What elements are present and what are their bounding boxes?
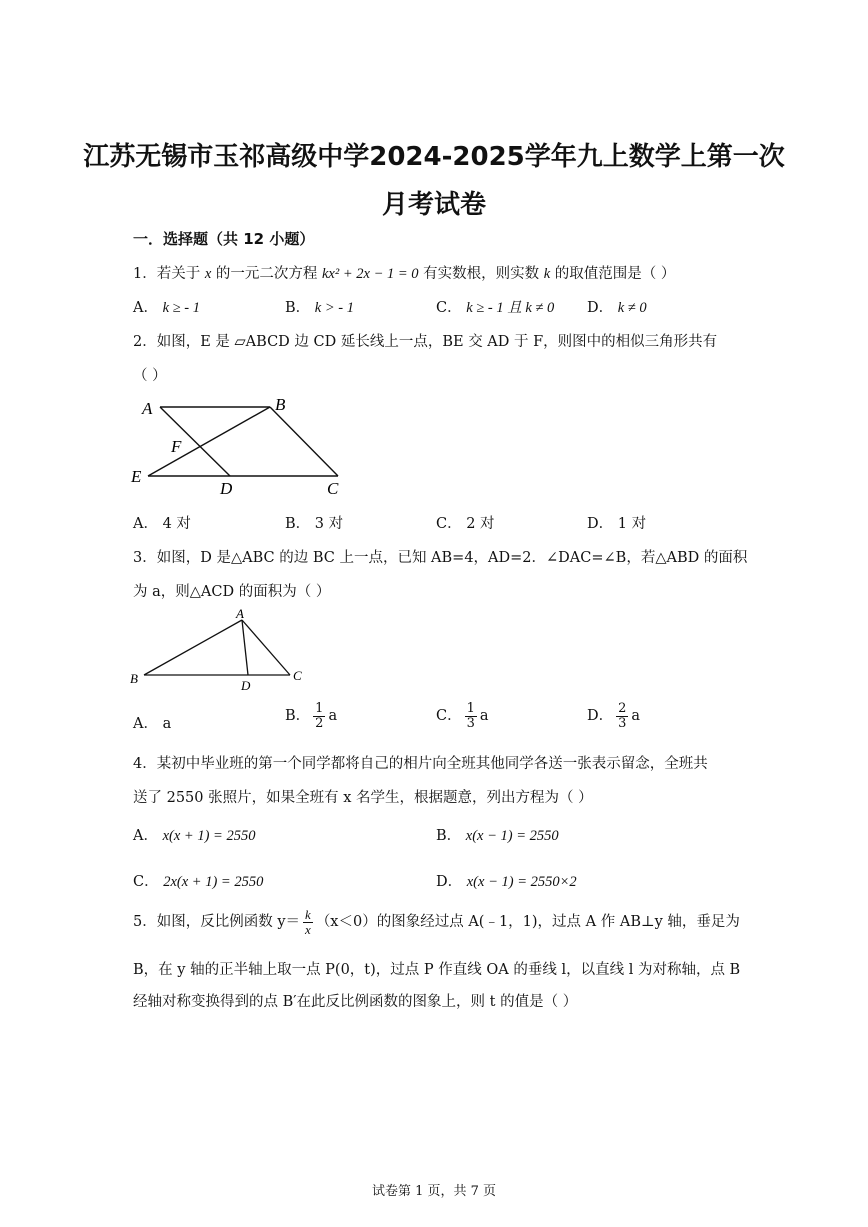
page-footer: 试卷第 1 页，共 7 页 <box>371 1184 497 1199</box>
q2-paren: （ ） <box>133 368 167 384</box>
q1-option-c-label: C． <box>436 300 462 316</box>
q1-option-b-text: k > - 1 <box>314 300 354 316</box>
q3-option-c <box>436 702 489 730</box>
q3-option-b-tail: a <box>328 708 338 725</box>
page-title-line2: 月考试卷 <box>381 190 486 220</box>
question-5-line1 <box>133 908 740 936</box>
q1-option-a-text: k ≥ - 1 <box>162 300 200 316</box>
label-d: D <box>241 678 251 693</box>
label-a: A <box>142 399 153 418</box>
q2-option-d <box>587 512 646 533</box>
fraction-2-3: $\frac{2}{3}$ <box>618 701 627 731</box>
q2-option-d-text: 1 对 <box>617 516 647 532</box>
q4-option-b-label: B． <box>436 828 462 844</box>
q3-option-b <box>285 702 337 730</box>
section-heading: 一．选择题（共 12 小题） <box>133 230 315 248</box>
q1-tail2: 的取值范围是（ ） <box>554 266 676 282</box>
q4-option-c-text: 2x(x + 1) = 2550 <box>163 874 264 890</box>
q1-equation: kx² + 2x − 1 = 0 <box>322 266 419 282</box>
label-f: F <box>171 437 182 456</box>
q1-option-b-label: B． <box>285 300 311 316</box>
label-d: D <box>220 479 233 498</box>
q5-line1-tail: （x＜0）的图象经过点 A(﹣1，1)，过点 A 作 AB⊥y 轴，垂足为 <box>315 914 740 931</box>
q2-option-a-text: 4 对 <box>162 516 191 532</box>
triangle-figure <box>126 605 316 695</box>
question-3-line1: 3．如图，D 是△ABC 的边 BC 上一点，已知 AB=4，AD=2．∠DAC=∠B，若△ABD 的面积 <box>133 550 748 566</box>
q4-option-b-text: x(x − 1) = 2550 <box>465 828 559 844</box>
q3-option-c-label: C． <box>436 708 462 725</box>
label-b: B <box>275 395 286 414</box>
q1-option-d <box>587 296 647 317</box>
question-4-line1: 4．某初中毕业班的第一个同学都将自己的相片向全班其他同学各送一张表示留念，全班共 <box>133 756 708 772</box>
q4-option-c-label: C． <box>133 874 159 890</box>
parallelogram-figure <box>126 392 356 502</box>
question-3-line2: 为 a，则△ACD 的面积为（ ） <box>133 584 331 600</box>
q4-option-a-label: A． <box>133 828 158 844</box>
q4-option-d <box>436 870 577 891</box>
q4-option-a-text: x(x + 1) = 2550 <box>162 828 256 844</box>
q3-option-d <box>587 702 640 730</box>
label-a: A <box>236 606 244 621</box>
question-1 <box>133 262 675 283</box>
q2-option-a-label: A． <box>133 516 158 532</box>
q1-option-c-text: k ≥ - 1 且 k ≠ 0 <box>466 300 555 316</box>
q1-option-d-label: D． <box>587 300 614 316</box>
q1-var-x: x <box>204 266 212 282</box>
q1-option-a <box>133 296 200 317</box>
q4-option-b <box>436 824 559 845</box>
question-5-line2: B，在 y 轴的正半轴上取一点 P(0，t)，过点 P 作直线 OA 的垂线 l，以直线 l 为对称轴，点 B <box>133 962 741 978</box>
q2-option-c-text: 2 对 <box>466 516 495 532</box>
q2-option-a <box>133 512 191 533</box>
q3-option-c-tail: a <box>479 708 489 725</box>
q1-option-a-label: A． <box>133 300 158 316</box>
q1-tail: 有实数根，则实数 <box>423 266 540 282</box>
q4-option-d-text: x(x − 1) = 2550×2 <box>466 874 577 890</box>
q1-option-c <box>436 296 554 317</box>
q4-option-d-label: D． <box>436 874 463 890</box>
q3-option-a <box>133 712 171 733</box>
q4-option-c <box>133 870 263 891</box>
question-2: 2．如图，E 是 ▱ABCD 边 CD 延长线上一点，BE 交 AD 于 F，则图中的相似三角形共有 <box>133 334 718 350</box>
q1-option-b <box>285 296 354 317</box>
fraction-k-over-x: $\frac{k}{x}$ <box>305 907 311 937</box>
page-title-line1: 江苏无锡市玉祁高级中学2024-2025学年九上数学上第一次 <box>83 142 785 172</box>
q2-option-c <box>436 512 495 533</box>
q1-lead: 1．若关于 <box>133 266 201 282</box>
label-c: C <box>293 668 302 683</box>
q1-mid: 的一元二次方程 <box>215 266 318 282</box>
q3-option-a-label: A． <box>133 716 158 732</box>
q2-option-b-label: B． <box>285 516 311 532</box>
label-b: B <box>130 671 138 686</box>
fraction-1-3: $\frac{1}{3}$ <box>466 701 475 731</box>
q1-var-k: k <box>543 266 551 282</box>
q2-option-b <box>285 512 343 533</box>
q3-option-a-text: a <box>162 716 172 732</box>
label-e: E <box>131 467 142 486</box>
question-4-line2: 送了 2550 张照片，如果全班有 x 名学生，根据题意，列出方程为（ ） <box>133 790 593 806</box>
q5-lead: 5．如图，反比例函数 y＝ <box>133 914 301 931</box>
q2-option-b-text: 3 对 <box>314 516 344 532</box>
label-c: C <box>327 479 339 498</box>
question-5-line3: 经轴对称变换得到的点 B′在此反比例函数的图象上，则 t 的值是（ ） <box>133 994 578 1010</box>
q3-option-d-label: D． <box>587 708 614 725</box>
q4-option-a <box>133 824 255 845</box>
fraction-1-2: $\frac{1}{2}$ <box>315 701 324 731</box>
q1-option-d-text: k ≠ 0 <box>617 300 647 316</box>
q2-option-d-label: D． <box>587 516 614 532</box>
q3-option-d-tail: a <box>631 708 641 725</box>
q2-option-c-label: C． <box>436 516 462 532</box>
q3-option-b-label: B． <box>285 708 311 725</box>
